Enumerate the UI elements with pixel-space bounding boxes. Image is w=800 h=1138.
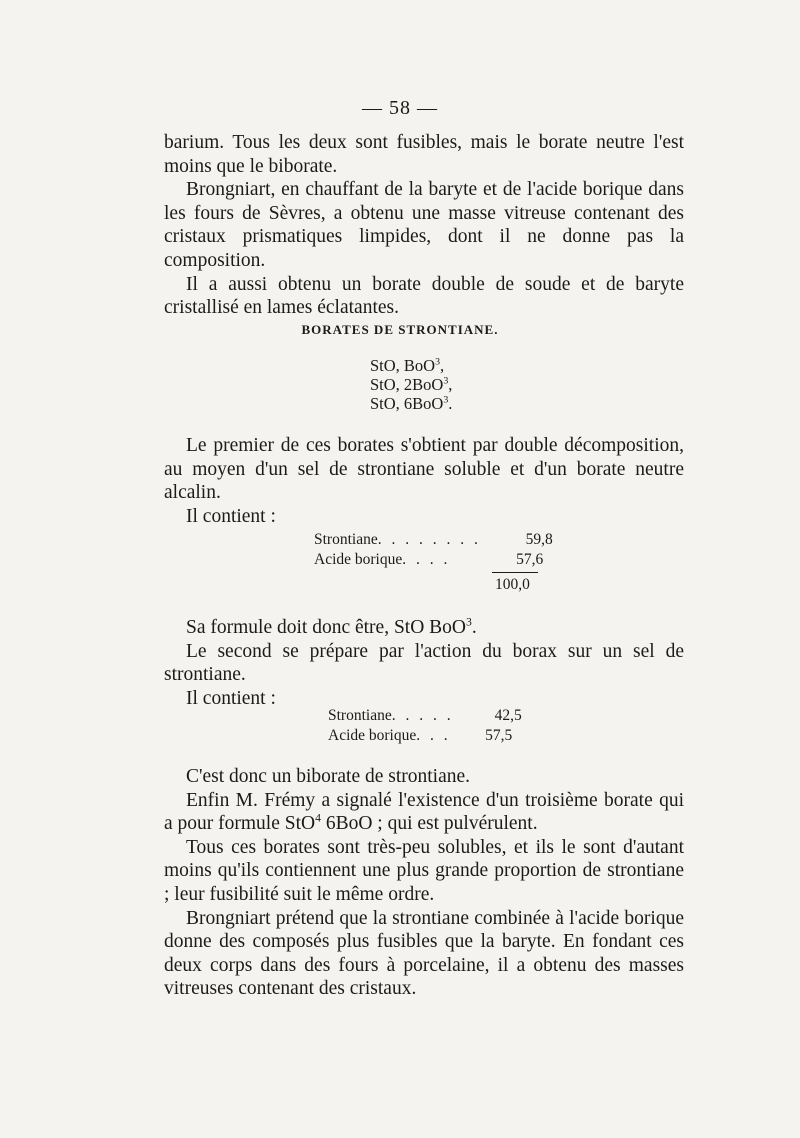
page-number: — 58 — (362, 97, 438, 119)
text-block-bottom (164, 765, 684, 1001)
formula-line: StO, 6BoO$^3$. (370, 394, 453, 413)
text-block-top (164, 131, 684, 320)
table-row: Acide borique . . . 57,5 (328, 727, 513, 744)
paragraph-contains-2: Il contient : (186, 687, 276, 709)
paragraph-second-borate: Le second se prépare par l'action du borax sur un sel de strontiane. (164, 640, 684, 686)
table-total: 100,0 (495, 576, 530, 593)
table-row: Strontiane . . . . . . . . 59,8 (314, 531, 553, 548)
text-block-first-borate (164, 434, 684, 528)
paragraph-fusibility: Brongniart prétend que la strontiane combinée à l'acide borique donne des composés plus fusibles que la baryte. En fondant ces deux corps dans des fours à porcelaine, il a obtenu des masses vitreuses contenant des cristaux. (164, 907, 684, 1000)
formula-line: StO, BoO$^3$, (370, 356, 445, 375)
paragraph-biborate: C'est donc un biborate de strontiane. (186, 766, 471, 787)
formula-line: StO, 2BoO$^3$, (370, 375, 453, 394)
paragraph-solubility: Tous ces borates sont très-peu solubles, et ils le sont d'autant moins qu'ils contiennent une plus grande proportion de strontiane ; leur fusibilité suit le même ordre. (164, 836, 684, 905)
sum-rule (492, 572, 538, 573)
table-row: Strontiane . . . . . 42,5 (328, 707, 522, 724)
text-block-formula (164, 616, 684, 710)
composition-table-1 (314, 530, 553, 570)
paragraph-borate-double: Il a aussi obtenu un borate double de soude et de baryte cristallisé en lames éclatantes. (164, 273, 684, 319)
paragraph-first-borate: Le premier de ces borates s'obtient par double décomposition, au moyen d'un sel de strontiane soluble et d'un borate neutre alcalin. (164, 435, 684, 504)
formula-list (370, 356, 452, 413)
paragraph-contains-1: Il contient : (186, 505, 276, 527)
composition-table-2 (328, 706, 522, 746)
table-row: Acide borique . . . . 57,6 (314, 551, 544, 568)
paragraph-fremy: Enfin M. Frémy a signalé l'existence d'un troisième borate qui a pour formule StO$^4$ 6BoO ; qui est pulvérulent. (164, 789, 684, 835)
section-heading: BORATES DE STRONTIANE. (301, 322, 499, 337)
paragraph-brongniart: Brongniart, en chauffant de la baryte et de l'acide borique dans les fours de Sèvres, a obtenu une masse vitreuse contenant des cristaux prismatiques limpides, dont il ne donne pas la composition. (164, 179, 684, 271)
paragraph-formula: Sa formule doit donc être, StO BoO$^3$. (186, 615, 477, 638)
paragraph-continuation: barium. Tous les deux sont fusibles, mais le borate neutre l'est moins que le biborate. (164, 132, 684, 177)
